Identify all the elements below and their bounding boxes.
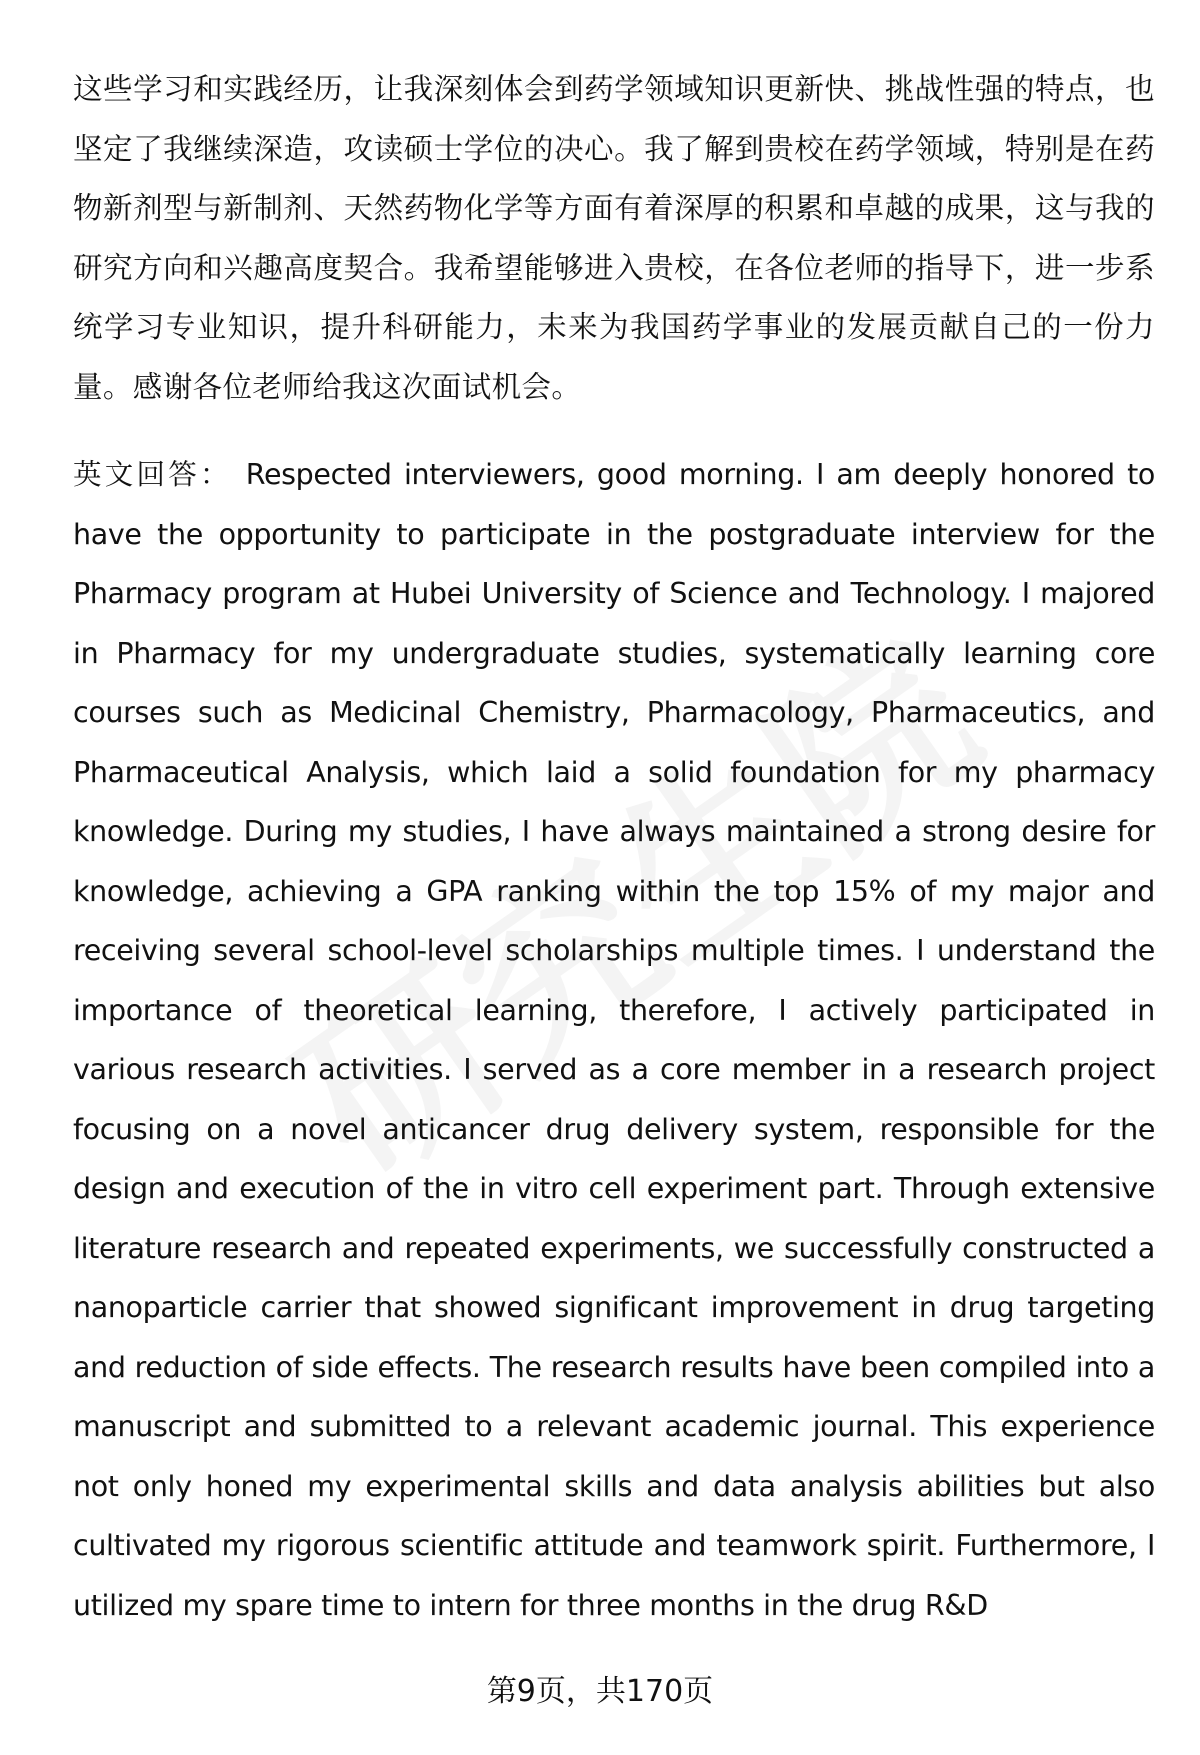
page-content: [73, 60, 1155, 1635]
page-footer: 第9页，共170页: [486, 1674, 714, 1709]
english-answer-paragraph: [73, 445, 1155, 1635]
english-answer-text: Respected interviewers, good morning. I am deeply honored to have the opportunity to participate in the postgraduate interview for the Pharmacy program at Hubei University of Science and Technology. I majored in Pharmacy for my undergraduate studies, systematically learning core courses such as Medicinal Chemistry, Pharmacology, Pharmaceutics, and Pharmaceutical Analysis, which laid a solid foundation for my pharmacy knowledge. During my studies, I have always maintained a strong desire for knowledge, achieving a GPA ranking within the top 15% of my major and receiving several school-level scholarships multiple times. I understand the importance of theoretical learning, therefore, I actively participated in various research activities. I served as a core member in a research project focusing on a novel anticancer drug delivery system, responsible for the design and execution of the in vitro cell experiment part. Through extensive literature research and repeated experiments, we successfully constructed a nanoparticle carrier that showed significant improvement in drug targeting and reduction of side effects. The research results have been compiled into a manuscript and submitted to a relevant academic journal. This experience not only honed my experimental skills and data analysis abilities but also cultivated my rigorous scientific attitude and teamwork spirit. Furthermore, I utilized my spare time to intern for three months in the drug R&D: [73, 458, 1155, 1622]
english-answer-label: 英文回答：: [73, 458, 232, 491]
chinese-paragraph: 这些学习和实践经历，让我深刻体会到药学领域知识更新快、挑战性强的特点，也坚定了我继续深造，攻读硕士学位的决心。我了解到贵校在药学领域，特别是在药物新剂型与新制剂、天然药物化学等方面有着深厚的积累和卓越的成果，这与我的研究方向和兴趣高度契合。我希望能够进入贵校，在各位老师的指导下，进一步系统学习专业知识，提升科研能力，未来为我国药学事业的发展贡献自己的一份力量。感谢各位老师给我这次面试机会。: [73, 72, 1155, 404]
